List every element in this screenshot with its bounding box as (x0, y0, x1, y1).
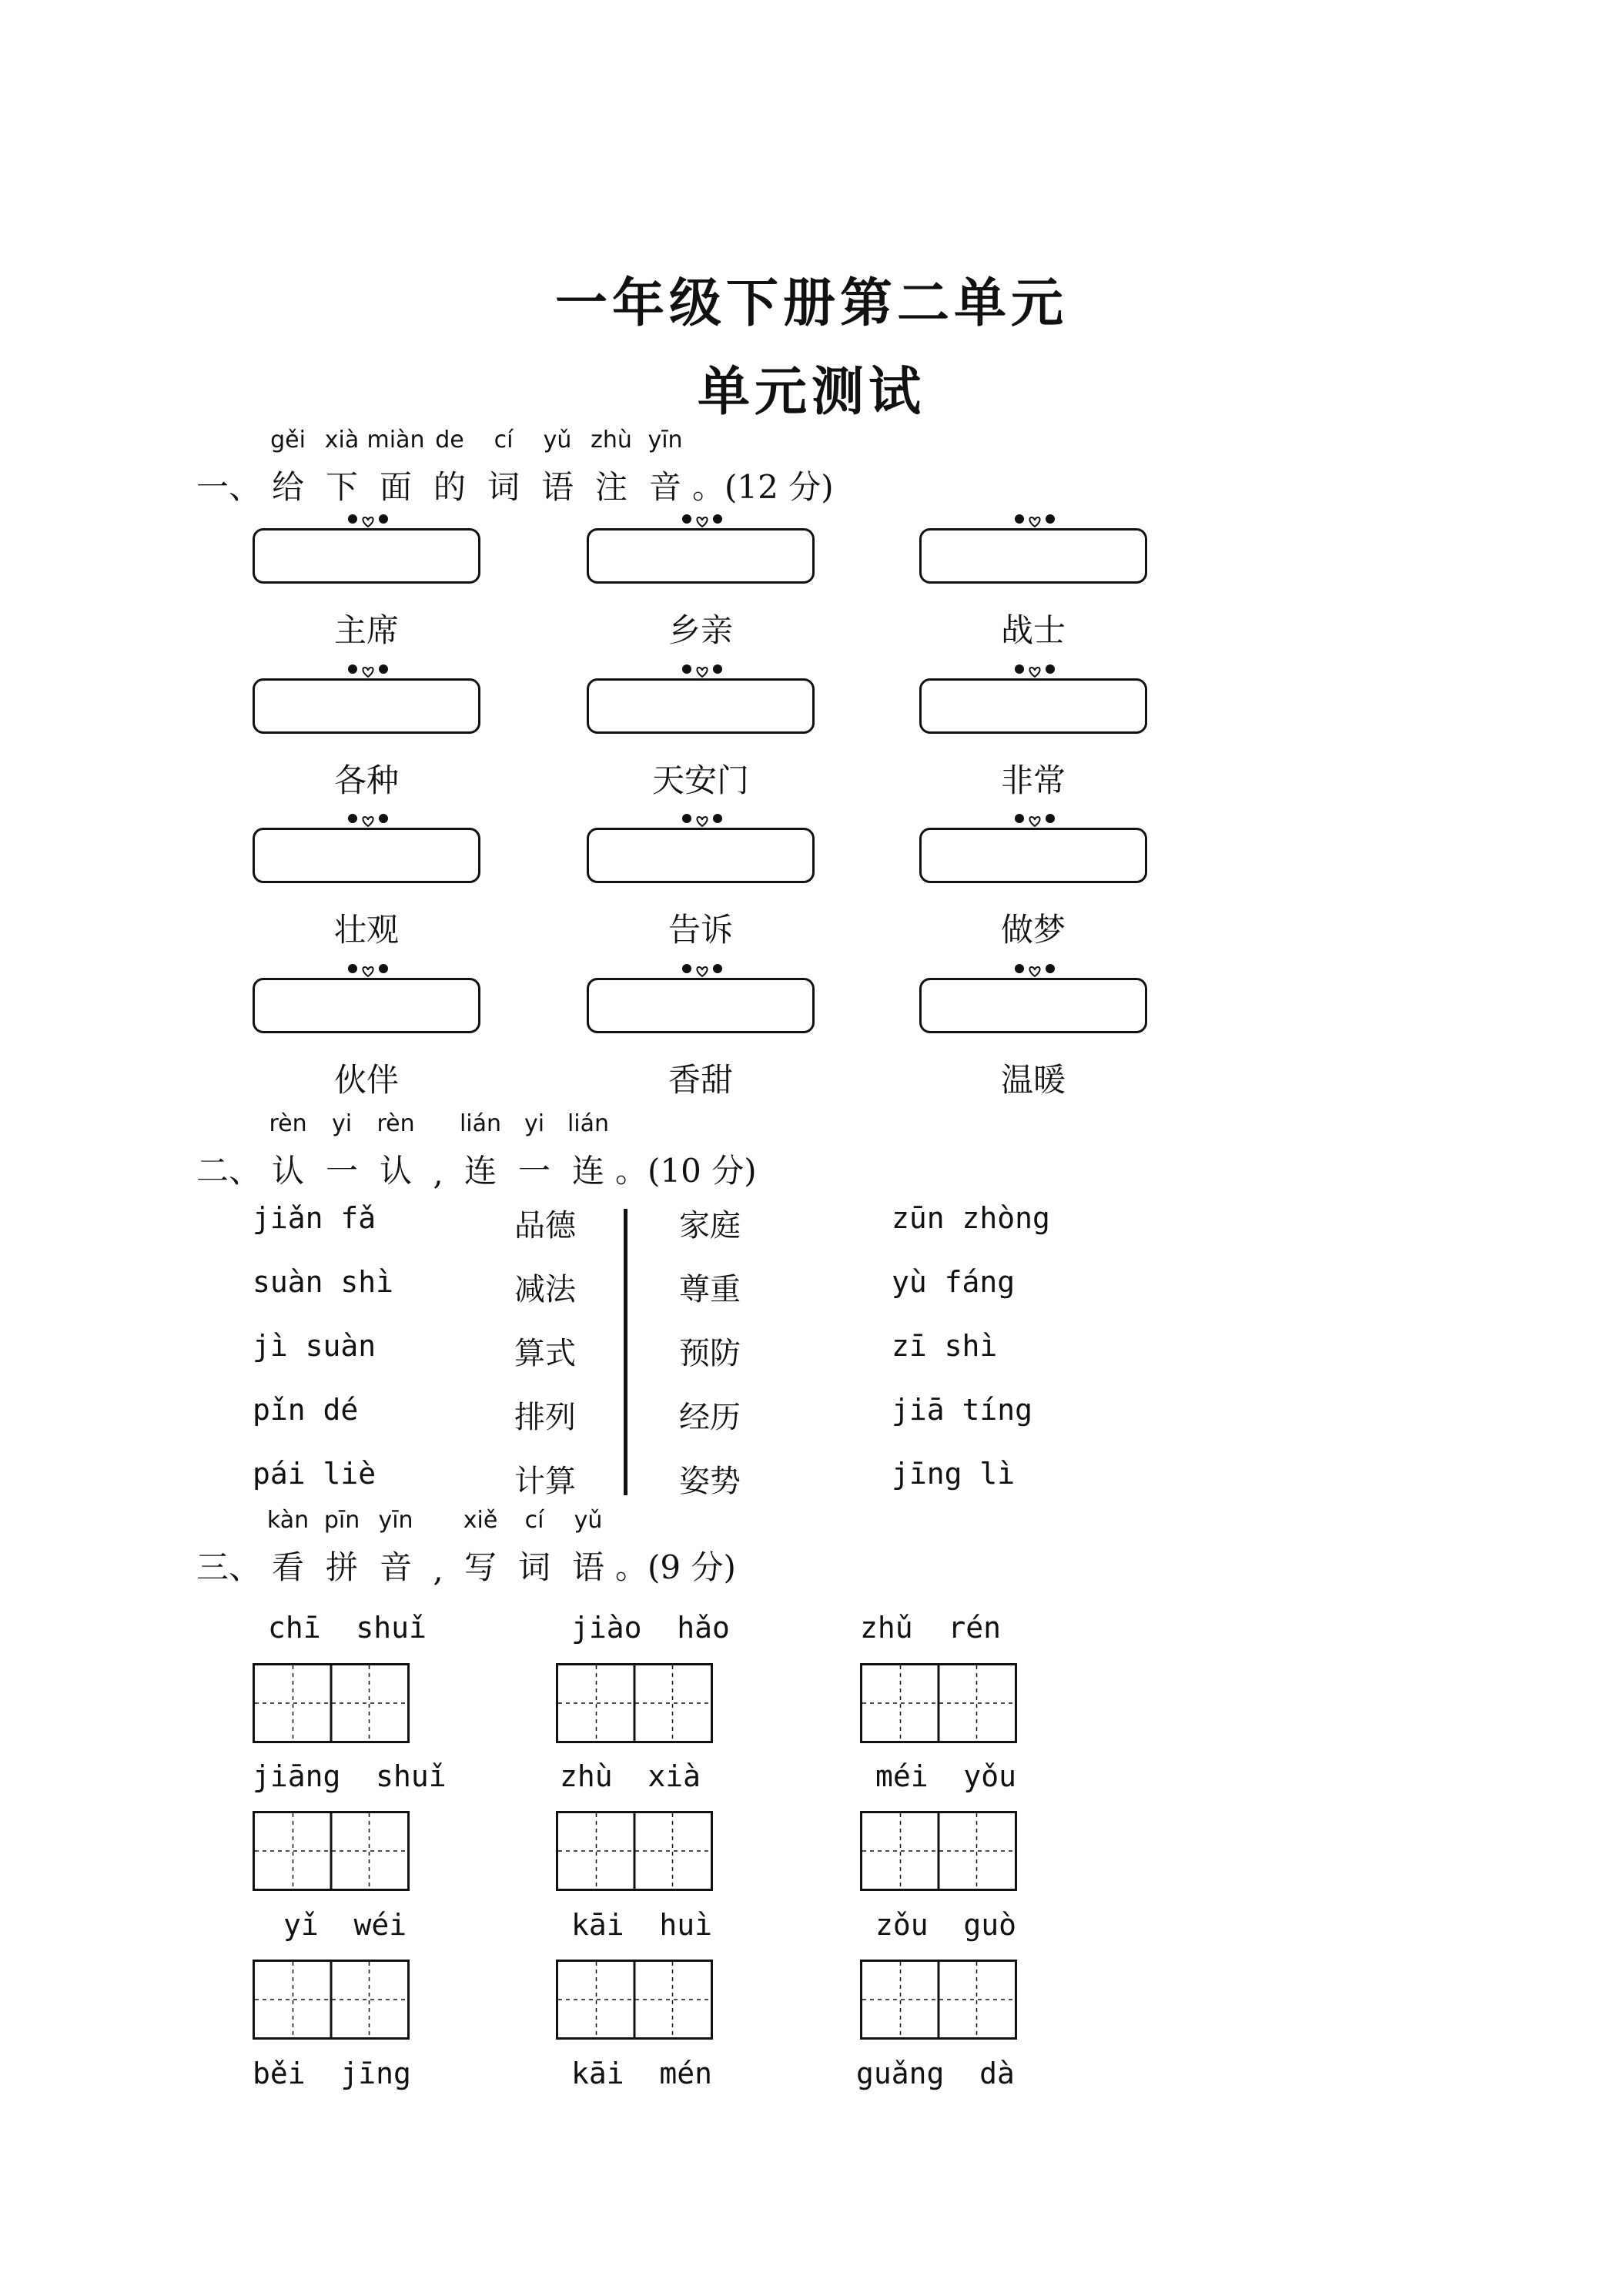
section2-heading-pinyin: lián (459, 1110, 502, 1137)
section1-heading-pinyin: cí (494, 427, 514, 454)
pinyin-answer-box[interactable] (919, 828, 1147, 883)
section1-heading-char: 给 gěi (270, 427, 306, 506)
section1-heading-char: 语 yǔ (541, 427, 574, 506)
word-label: 告诉 (668, 911, 733, 949)
word-label: 天安门 (651, 761, 749, 799)
pinyin-prompt: jiāng shuǐ (253, 1759, 447, 1793)
word-label: 香甜 (668, 1061, 733, 1099)
writing-grid[interactable] (253, 1960, 410, 2040)
section3-heading-char: , (433, 1551, 443, 1588)
section1-heading-pinyin: xià (324, 427, 360, 454)
match-left-word[interactable]: 计算 (514, 1464, 576, 1499)
word-label: 温暖 (1000, 1061, 1066, 1099)
match-left-word[interactable]: 算式 (514, 1336, 576, 1371)
match-left-word[interactable]: 品德 (514, 1208, 576, 1243)
section3-heading-pinyin: kàn (266, 1507, 310, 1534)
tian-grid-icon (255, 1665, 407, 1741)
pinyin-prompt: kāi mén (571, 2057, 713, 2090)
section3-heading-char: 拼 pīn (323, 1507, 360, 1586)
section2-heading-pinyin: lián (567, 1110, 610, 1137)
word-label: 各种 (333, 761, 399, 799)
tian-grid-icon (558, 1665, 711, 1741)
writing-grid[interactable] (556, 1811, 713, 1891)
match-left-pinyin[interactable]: jiǎn fǎ (253, 1201, 376, 1235)
tian-grid-icon (558, 1813, 711, 1889)
section3-heading-pinyin: pīn (323, 1507, 360, 1534)
section3-heading-pinyin: yǔ (574, 1507, 603, 1534)
match-left-pinyin[interactable]: suàn shì (253, 1265, 394, 1299)
pinyin-answer-box[interactable] (253, 978, 480, 1033)
match-right-word[interactable]: 预防 (679, 1336, 741, 1371)
heart-ornament-icon (1012, 812, 1058, 828)
match-left-pinyin[interactable]: jì suàn (253, 1329, 376, 1363)
section3-heading-pinyin: xiě (463, 1507, 498, 1534)
section3-heading-pinyin: cí (524, 1507, 544, 1534)
section1-heading-char: 下 xià (324, 427, 360, 506)
pinyin-prompt: zhǔ rén (860, 1611, 1002, 1645)
tian-grid-icon (558, 1962, 711, 2037)
pinyin-prompt: méi yǒu (875, 1759, 1017, 1793)
word-label: 做梦 (1000, 911, 1066, 949)
section2-heading-pinyin: rèn (376, 1110, 415, 1137)
section2-heading-char: 一 yi (326, 1110, 359, 1190)
writing-grid[interactable] (253, 1811, 410, 1891)
section3-heading-char: 词 cí (518, 1507, 551, 1586)
match-right-pinyin[interactable]: zūn zhòng (892, 1201, 1050, 1235)
pinyin-answer-box[interactable] (587, 978, 815, 1033)
section2-number: 二、 (196, 1152, 262, 1190)
match-right-pinyin[interactable]: yù fáng (892, 1265, 1016, 1299)
tian-grid-icon (255, 1962, 407, 2037)
section1-heading-char: 音 yīn (648, 427, 683, 506)
pinyin-prompt: yǐ wéi (283, 1908, 407, 1942)
section2-heading-pinyin: yi (524, 1110, 545, 1137)
section1-heading (196, 427, 834, 508)
section3-heading (196, 1507, 736, 1588)
heart-ornament-icon (1012, 962, 1058, 978)
heart-ornament-icon (345, 812, 391, 828)
section1-heading-pinyin: yīn (648, 427, 683, 454)
section1-score: 。(12 分) (692, 468, 834, 506)
section1-heading-pinyin: de (435, 427, 464, 454)
word-label: 壮观 (333, 911, 399, 949)
word-label: 主席 (333, 611, 399, 649)
section2-heading-char: 连 lián (459, 1110, 502, 1190)
writing-grid[interactable] (860, 1960, 1017, 2040)
word-label: 战士 (1000, 611, 1066, 649)
match-right-word[interactable]: 尊重 (679, 1272, 741, 1307)
pinyin-prompt: běi jīng (253, 2057, 411, 2090)
pinyin-prompt: zǒu guò (875, 1908, 1017, 1942)
section2-heading-char: , (433, 1154, 443, 1192)
tian-grid-icon (862, 1962, 1015, 2037)
section3-heading-char: 音 yīn (378, 1507, 413, 1586)
word-label: 非常 (1000, 761, 1066, 799)
pinyin-answer-box[interactable] (587, 828, 815, 883)
section3-number: 三、 (196, 1548, 262, 1586)
section2-heading-char: 认 rèn (376, 1110, 415, 1190)
match-left-word[interactable]: 排列 (514, 1400, 576, 1435)
section1-heading-char: 面 miàn (366, 427, 425, 506)
section1-heading-char: 的 de (433, 427, 467, 506)
pinyin-answer-box[interactable] (587, 528, 815, 584)
pinyin-answer-box[interactable] (919, 678, 1147, 734)
section1-heading-pinyin: zhù (591, 427, 632, 454)
match-right-word[interactable]: 姿势 (679, 1464, 741, 1499)
tian-grid-icon (255, 1813, 407, 1889)
match-left-word[interactable]: 减法 (514, 1272, 576, 1307)
section3-score: 。(9 分) (615, 1548, 736, 1586)
heart-ornament-icon (1012, 513, 1058, 528)
heart-ornament-icon (679, 962, 725, 978)
heart-ornament-icon (1012, 663, 1058, 678)
section1-number: 一、 (196, 468, 262, 506)
section3-heading-char: 写 xiě (463, 1507, 498, 1586)
section2-heading-char: 一 yi (518, 1110, 551, 1190)
heart-ornament-icon (679, 663, 725, 678)
writing-grid[interactable] (556, 1960, 713, 2040)
section3-heading-char: 看 kàn (266, 1507, 310, 1586)
section3-heading-pinyin: yīn (378, 1507, 413, 1534)
pinyin-answer-box[interactable] (587, 678, 815, 734)
divider-line (624, 1209, 627, 1495)
pinyin-answer-box[interactable] (253, 678, 480, 734)
heart-ornament-icon (345, 962, 391, 978)
match-right-pinyin[interactable]: jīng lì (892, 1457, 1016, 1491)
pinyin-prompt: jiào hǎo (571, 1611, 730, 1645)
heart-ornament-icon (345, 513, 391, 528)
writing-grid[interactable] (556, 1663, 713, 1743)
section2-heading-pinyin: rèn (269, 1110, 307, 1137)
section2-heading-char: 认 rèn (269, 1110, 307, 1190)
writing-grid[interactable] (860, 1663, 1017, 1743)
section1-heading-pinyin: gěi (270, 427, 306, 454)
pinyin-prompt: guǎng dà (856, 2057, 1015, 2090)
match-left-pinyin[interactable]: pǐn dé (253, 1393, 359, 1427)
page-title: 一年级下册第二单元 (554, 273, 1068, 334)
tian-grid-icon (862, 1665, 1015, 1741)
section2-heading (196, 1110, 757, 1192)
tian-grid-icon (862, 1813, 1015, 1889)
match-right-word[interactable]: 经历 (679, 1400, 741, 1435)
heart-ornament-icon (345, 663, 391, 678)
pinyin-prompt: zhù xià (560, 1759, 701, 1793)
pinyin-prompt: kāi huì (571, 1908, 713, 1942)
pinyin-answer-box[interactable] (253, 528, 480, 584)
pinyin-answer-box[interactable] (253, 828, 480, 883)
section1-heading-pinyin: miàn (366, 427, 425, 454)
pinyin-prompt: chī shuǐ (268, 1611, 427, 1645)
match-right-pinyin[interactable]: jiā tíng (892, 1393, 1033, 1427)
writing-grid[interactable] (860, 1811, 1017, 1891)
word-label: 乡亲 (668, 611, 733, 649)
match-right-word[interactable]: 家庭 (679, 1208, 741, 1243)
section2-score: 。(10 分) (615, 1152, 757, 1190)
match-left-pinyin[interactable]: pái liè (253, 1457, 376, 1491)
section2-heading-char: 连 lián (567, 1110, 610, 1190)
section1-heading-char: 词 cí (487, 427, 520, 506)
section2-heading-pinyin: yi (331, 1110, 353, 1137)
heart-ornament-icon (679, 513, 725, 528)
section1-heading-char: 注 zhù (591, 427, 632, 506)
section1-heading-pinyin: yǔ (543, 427, 572, 454)
match-right-pinyin[interactable]: zī shì (892, 1329, 998, 1363)
word-label: 伙伴 (333, 1061, 399, 1099)
page-subtitle: 单元测试 (697, 361, 925, 423)
pinyin-answer-box[interactable] (919, 528, 1147, 584)
writing-grid[interactable] (253, 1663, 410, 1743)
section3-heading-char: 语 yǔ (572, 1507, 605, 1586)
heart-ornament-icon (679, 812, 725, 828)
pinyin-answer-box[interactable] (919, 978, 1147, 1033)
